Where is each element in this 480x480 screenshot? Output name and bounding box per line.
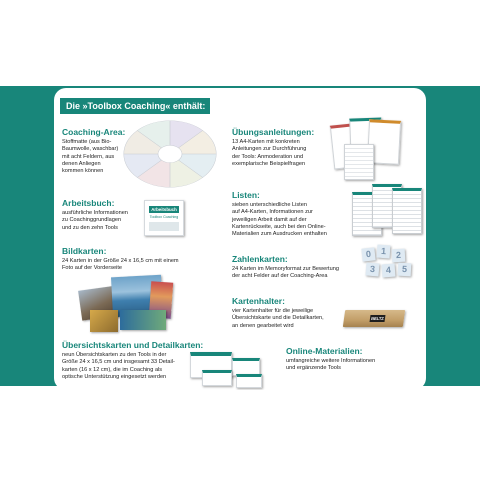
detail-card bbox=[202, 370, 232, 386]
section-title-zahlenkarten: Zahlenkarten: bbox=[232, 254, 288, 264]
photo-card bbox=[90, 310, 118, 332]
holder-brand-logo: BELTZ bbox=[370, 316, 385, 321]
section-title-bildkarten: Bildkarten: bbox=[62, 246, 107, 256]
text-line: und ergänzende Tools bbox=[286, 365, 341, 372]
text-line: 24 Karten in der Größe 24 x 16,5 cm mit einem bbox=[62, 258, 179, 264]
book-title: Arbeitsbuch bbox=[149, 206, 179, 213]
section-title-coaching-area: Coaching-Area: bbox=[62, 127, 126, 137]
section-title-online-materialien: Online-Materialien: bbox=[286, 346, 363, 356]
section-text-zahlenkarten bbox=[232, 266, 360, 281]
section-text-uebungsanleitungen bbox=[232, 139, 328, 168]
number-card: 5 bbox=[398, 263, 412, 277]
arbeitsbuch-image bbox=[144, 200, 184, 236]
section-text-coaching-area bbox=[62, 139, 124, 175]
section-title-uebersichtskarten: Übersichtskarten und Detailkarten: bbox=[62, 340, 204, 350]
number-card: 2 bbox=[392, 249, 406, 263]
number-card: 3 bbox=[365, 262, 379, 276]
text-line: Übersichtskarte und die Detailkarten, bbox=[232, 315, 324, 322]
text-line: vier Kartenhalter für die jeweilige bbox=[232, 308, 314, 314]
section-title-uebungsanleitungen: Übungsanleitungen: bbox=[232, 127, 315, 137]
detail-card bbox=[236, 374, 262, 388]
section-title-kartenhalter: Kartenhalter: bbox=[232, 296, 285, 306]
text-line: 24 Karten im Memoryformat zur Bewertung bbox=[232, 266, 339, 272]
text-line: ausführliche Informationen bbox=[62, 210, 128, 216]
text-line: mit acht Feldern, aus bbox=[62, 153, 115, 160]
text-line: denen Anliegen bbox=[62, 160, 101, 167]
text-line: sieben unterschiedliche Listen bbox=[232, 202, 307, 208]
text-line: karten (16 x 12 cm), die im Coaching als bbox=[62, 366, 163, 373]
text-line: Foto auf der Vorderseite bbox=[62, 265, 123, 272]
card-holder-image bbox=[343, 310, 405, 327]
content-card bbox=[54, 88, 426, 390]
text-line: Baumwolle, waschbar) bbox=[62, 146, 119, 153]
photo-card bbox=[120, 310, 166, 330]
section-text-uebersichtskarten bbox=[62, 352, 182, 381]
section-title-arbeitsbuch: Arbeitsbuch: bbox=[62, 198, 115, 208]
text-line: der Tools: Anmoderation und bbox=[232, 153, 304, 160]
text-line: auf A4-Karten, Informationen zur bbox=[232, 209, 313, 216]
text-line: 13 A4-Karten mit konkreten bbox=[232, 139, 300, 145]
text-line: und zu den zehn Tools bbox=[62, 224, 118, 231]
section-text-kartenhalter bbox=[232, 308, 352, 330]
section-text-listen bbox=[232, 202, 350, 238]
text-line: Stoffmatte (aus Bio- bbox=[62, 139, 112, 145]
book-cover-illustration bbox=[149, 222, 179, 231]
section-text-online-materialien bbox=[286, 358, 396, 373]
text-line: jeweiligen Arbeit damit auf der bbox=[232, 216, 307, 223]
text-line: kommen können bbox=[62, 168, 104, 175]
text-line: Materialien zum Ausdrucken enthalten bbox=[232, 231, 327, 238]
list-sheet bbox=[392, 188, 422, 234]
number-card: 0 bbox=[361, 247, 375, 261]
text-line: umfangreiche weitere Informationen bbox=[286, 358, 376, 364]
text-line: der acht Felder auf der Coaching-Area bbox=[232, 273, 328, 280]
number-card: 4 bbox=[382, 264, 396, 278]
text-line: Kartenrückseite, auch bei den Online- bbox=[232, 223, 326, 230]
text-line: optische Unterstützung eingesetzt werden bbox=[62, 373, 167, 380]
number-card: 1 bbox=[377, 245, 391, 259]
text-line: Größe 24 x 16,5 cm und insgesamt 33 Detail- bbox=[62, 359, 175, 366]
page-title: Die »Toolbox Coaching« enthält: bbox=[60, 98, 210, 114]
text-line: exemplarische Beispielfragen bbox=[232, 160, 306, 167]
exercise-sheet bbox=[344, 144, 374, 180]
section-text-bildkarten bbox=[62, 258, 222, 273]
text-line: zu Coachinggrundlagen bbox=[62, 217, 122, 224]
section-title-listen: Listen: bbox=[232, 190, 260, 200]
text-line: an denen gearbeitet wird bbox=[232, 322, 294, 329]
text-line: Anleitungen zur Durchführung bbox=[232, 146, 307, 153]
book-subtitle: Toolbox Coaching bbox=[149, 215, 179, 219]
section-text-arbeitsbuch bbox=[62, 210, 134, 232]
coaching-mat-image bbox=[120, 116, 220, 192]
text-line: neun Übersichtskarten zu den Tools in der bbox=[62, 352, 167, 358]
